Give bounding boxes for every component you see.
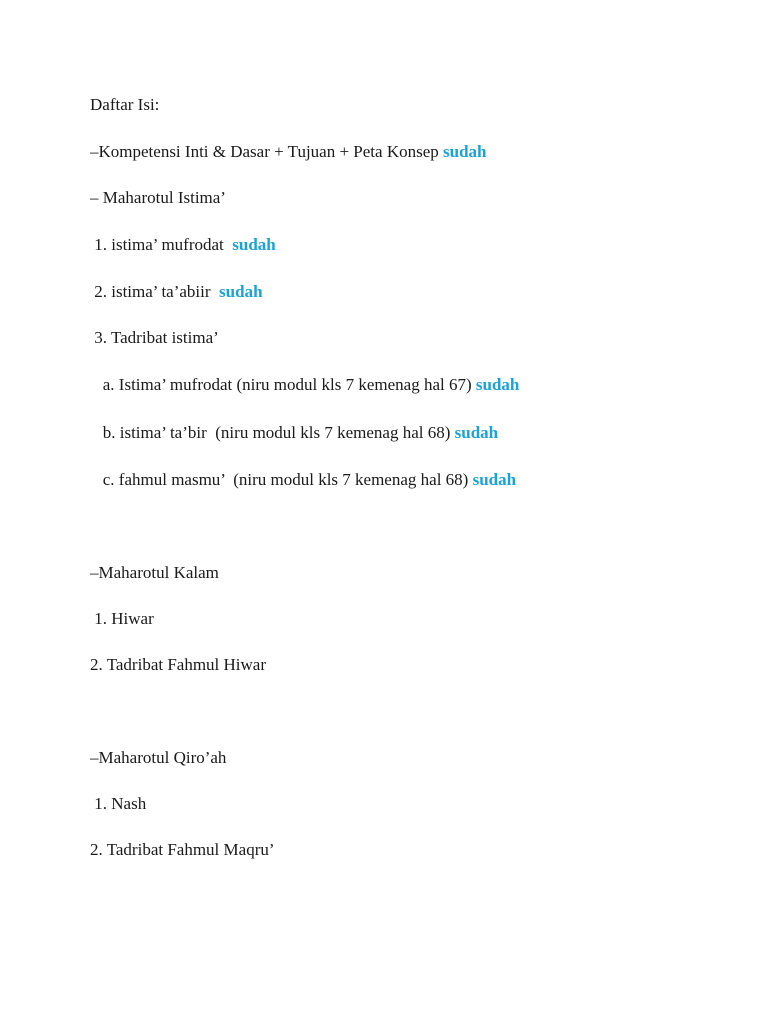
list-item xyxy=(90,142,487,162)
item-text: c. fahmul masmu’ (niru modul kls 7 kemenag hal 68) xyxy=(90,470,473,489)
status-done-label: sudah xyxy=(472,470,517,489)
status-done-label: sudah xyxy=(219,282,263,301)
status-done-label: sudah xyxy=(232,235,276,254)
list-item xyxy=(90,328,219,348)
list-item xyxy=(90,282,263,302)
item-text: –Maharotul Kalam xyxy=(90,563,219,582)
item-text: b. istima’ ta’bir (niru modul kls 7 kemenag hal 68) xyxy=(90,423,455,442)
item-text: 2. Tadribat Fahmul Hiwar xyxy=(90,655,267,674)
item-text: – Maharotul Istima’ xyxy=(90,188,226,207)
list-item xyxy=(90,235,276,255)
item-text: 2. Tadribat Fahmul Maqru’ xyxy=(90,840,275,859)
list-item xyxy=(90,470,516,490)
item-text: –Kompetensi Inti & Dasar + Tujuan + Peta Konsep xyxy=(90,142,444,161)
list-item xyxy=(90,609,154,629)
status-done-label: sudah xyxy=(454,423,499,442)
list-item xyxy=(90,794,146,814)
list-item xyxy=(90,655,266,675)
list-item xyxy=(90,840,275,860)
item-text: –Maharotul Qiro’ah xyxy=(90,748,227,767)
list-item xyxy=(90,423,498,443)
section-heading xyxy=(90,563,219,583)
item-text: 3. Tadribat istima’ xyxy=(90,328,219,347)
status-done-label: sudah xyxy=(443,142,487,161)
item-text: 1. Hiwar xyxy=(90,609,154,628)
status-done-label: sudah xyxy=(475,375,520,394)
item-text: a. Istima’ mufrodat (niru modul kls 7 kemenag hal 67) xyxy=(90,375,476,394)
section-heading xyxy=(90,748,226,768)
document-title: Daftar Isi: xyxy=(90,95,160,114)
list-item xyxy=(90,375,519,395)
section-heading xyxy=(90,188,226,208)
item-text: 1. istima’ mufrodat xyxy=(90,235,233,254)
item-text: 2. istima’ ta’abiir xyxy=(90,282,220,301)
item-text: 1. Nash xyxy=(90,794,147,813)
